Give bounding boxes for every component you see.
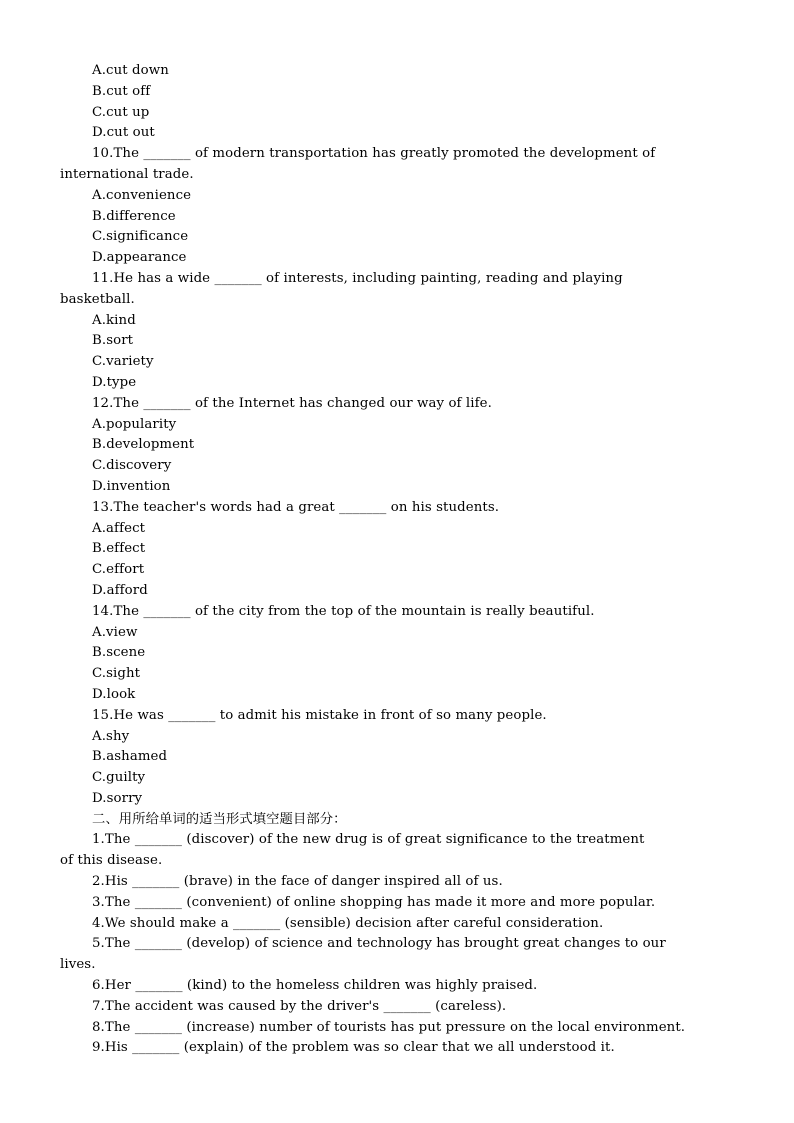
option: A.shy [92, 728, 130, 744]
fill-item-5: 5.The _______ (develop) of science and technology has brought great changes to our [92, 936, 666, 952]
option: A.convenience [92, 187, 192, 203]
fill-item-3: 3.The _______ (convenient) of online shopping has made it more and more popular. [92, 894, 656, 910]
option: B.scene [92, 645, 146, 661]
option: B.effect [92, 541, 146, 557]
option: C.significance [92, 229, 189, 245]
fill-item-8: 8.The _______ (increase) number of tourists has put pressure on the local environment. [92, 1019, 686, 1035]
section-heading: 二、用所给单词的适当形式填空题目部分： [92, 811, 347, 827]
fill-item-2: 2.His _______ (brave) in the face of danger inspired all of us. [92, 874, 503, 890]
option: A.kind [92, 312, 136, 328]
option: D.cut out [92, 125, 155, 141]
option: D.look [92, 686, 136, 702]
option: C.effort [92, 562, 145, 578]
option: A.popularity [92, 416, 177, 432]
fill-item-1-continued: of this disease. [60, 853, 163, 869]
fill-item-9: 9.His _______ (explain) of the problem was so clear that we all understood it. [92, 1040, 615, 1056]
question-10-stem-continued: international trade. [60, 166, 194, 182]
option: D.afford [92, 582, 148, 598]
option: B.cut off [92, 83, 151, 99]
fill-item-7: 7.The accident was caused by the driver's _______ (careless). [92, 998, 507, 1014]
option: C.guilty [92, 770, 146, 786]
option: D.type [92, 374, 137, 390]
option: D.invention [92, 478, 171, 494]
option: B.ashamed [92, 749, 168, 765]
fill-item-4: 4.We should make a _______ (sensible) decision after careful consideration. [92, 915, 604, 931]
option: B.sort [92, 333, 134, 349]
option: A.affect [92, 520, 146, 536]
document-body [60, 61, 734, 1059]
option: C.variety [92, 354, 154, 370]
question-10-stem: 10.The _______ of modern transportation has greatly promoted the development of [92, 146, 656, 162]
question-13-stem: 13.The teacher's words had a great _______ on his students. [92, 499, 500, 515]
option: C.discovery [92, 458, 172, 474]
question-11-stem: 11.He has a wide _______ of interests, including painting, reading and playing [92, 270, 623, 286]
option: B.development [92, 437, 195, 453]
fill-item-5-continued: lives. [60, 957, 96, 973]
option: A.cut down [92, 63, 169, 78]
option: C.sight [92, 666, 141, 682]
option: B.difference [92, 208, 176, 224]
option: A.view [92, 624, 138, 640]
question-14-stem: 14.The _______ of the city from the top of the mountain is really beautiful. [92, 603, 595, 619]
option: C.cut up [92, 104, 150, 120]
fill-item-1: 1.The _______ (discover) of the new drug is of great significance to the treatment [92, 832, 645, 848]
question-12-stem: 12.The _______ of the Internet has changed our way of life. [92, 395, 492, 411]
question-15-stem: 15.He was _______ to admit his mistake in front of so many people. [92, 707, 547, 723]
option: D.appearance [92, 250, 187, 266]
option: D.sorry [92, 790, 143, 806]
question-11-stem-continued: basketball. [60, 291, 135, 307]
fill-item-6: 6.Her _______ (kind) to the homeless children was highly praised. [92, 978, 538, 994]
